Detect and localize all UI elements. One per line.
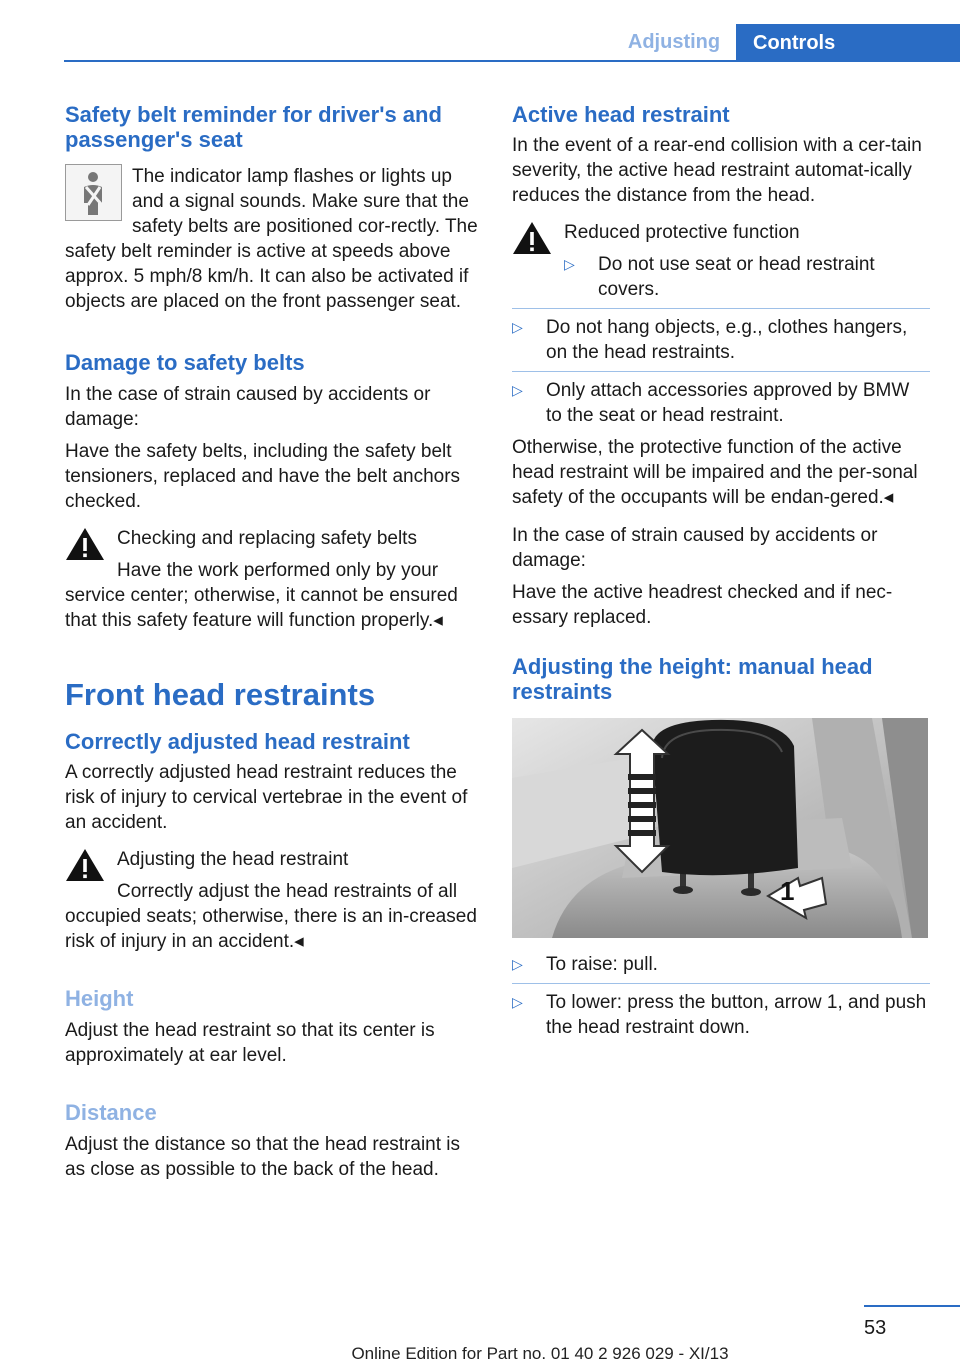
warning-bullet-list (564, 252, 930, 302)
correctly-adjusted-text: A correctly adjusted head restraint reduces the risk of injury to cervical vertebrae in the event of an accident. (65, 762, 468, 833)
damage-heading: Damage to safety belts (65, 350, 305, 375)
triangle-bullet-icon: ▷ (564, 256, 575, 272)
active-head-restraint-text: In the event of a rear-end collision with a cer-tain severity, the active head restraint automat-ically reduces the distance from the head. (512, 135, 922, 206)
height-heading: Height (65, 986, 134, 1011)
distance-heading: Distance (65, 1100, 157, 1125)
warning-triangle-icon (65, 847, 105, 883)
list-item: ▷ To lower: press the button, arrow 1, and push the head restraint down. (512, 983, 930, 1040)
triangle-bullet-icon: ▷ (512, 319, 523, 335)
warning-checking-belts-title: Checking and replacing safety belts (117, 528, 417, 549)
height-text: Adjust the head restraint so that its center is approximately at ear level. (65, 1020, 435, 1066)
page-number: 53 (864, 1317, 887, 1339)
head-restraint-photo (512, 718, 928, 938)
belt-reminder-heading: Safety belt reminder for driver's and passenger's seat (65, 102, 442, 152)
strain-paragraph-2: Have the active headrest checked and if nec-essary replaced. (512, 582, 893, 628)
triangle-bullet-icon: ▷ (512, 382, 523, 398)
active-head-restraint-heading: Active head restraint (512, 102, 730, 127)
warning-adjusting-restraint (65, 847, 480, 954)
warning-adjusting-restraint-title: Adjusting the head restraint (117, 849, 349, 870)
header-rule (64, 60, 960, 62)
manual-head-restraints-heading: Adjusting the height: manual head restraints (512, 654, 873, 704)
warning-checking-belts-text: Have the work performed only by your service center; otherwise, it cannot be ensured that this safety feature will function properly.◂ (65, 560, 458, 631)
warning-adjusting-restraint-text: Correctly adjust the head restraints of all occupied seats; otherwise, there is an in-creased risk of injury in an accident.◂ (65, 881, 477, 952)
warning-reduced-protection (512, 220, 930, 302)
warning-reduced-protection-title: Reduced protective function (564, 222, 800, 243)
triangle-bullet-icon: ▷ (512, 994, 523, 1010)
edition-footer: Online Edition for Part no. 01 40 2 926 029 - XI/13 (351, 1344, 729, 1362)
photo-callout-label: 1 (780, 876, 795, 906)
warning-checking-belts (65, 526, 480, 633)
otherwise-text: Otherwise, the protective function of the active head restraint will be impaired and the per-sonal safety of the occupants will be endan-gered.◂ (512, 437, 918, 508)
header-tab-controls: Controls (736, 24, 960, 62)
list-item: ▷ To raise: pull. (512, 954, 658, 975)
left-column (65, 102, 480, 1182)
warning-triangle-icon (512, 220, 552, 256)
seatbelt-reminder-icon (65, 164, 122, 221)
list-item: ▷ Do not hang objects, e.g., clothes hangers, on the head restraints. (512, 308, 930, 365)
distance-text: Adjust the distance so that the head restraint is as close as possible to the back of the head. (65, 1134, 461, 1180)
list-item: ▷ Do not use seat or head restraint covers. (564, 254, 875, 300)
triangle-bullet-icon: ▷ (512, 956, 523, 972)
strain-paragraph-1: In the case of strain caused by accidents or damage: (512, 525, 878, 571)
belt-reminder-text: The indicator lamp flashes or lights up and a signal sounds. Make sure that the safety belts are positioned cor-rectly. The safety belt reminder is active at speeds above approx. 5 mph/8 km/h. It can also be activated if objects are placed on the front passenger seat. (65, 166, 478, 312)
front-head-restraints-heading: Front head restraints (65, 677, 376, 712)
damage-paragraph-2: Have the safety belts, including the safety belt tensioners, replaced and have the belt anchors checked. (65, 441, 461, 512)
belt-reminder-block (65, 164, 480, 314)
damage-paragraph-1: In the case of strain caused by accidents or damage: (65, 384, 431, 430)
correctly-adjusted-heading: Correctly adjusted head restraint (65, 729, 410, 754)
footer-rule (864, 1305, 960, 1307)
list-item: ▷ Only attach accessories approved by BMW to the seat or head restraint. (512, 371, 930, 428)
warning-triangle-icon (65, 526, 105, 562)
right-column (512, 102, 930, 1040)
header-tab-adjusting: Adjusting (627, 31, 721, 53)
